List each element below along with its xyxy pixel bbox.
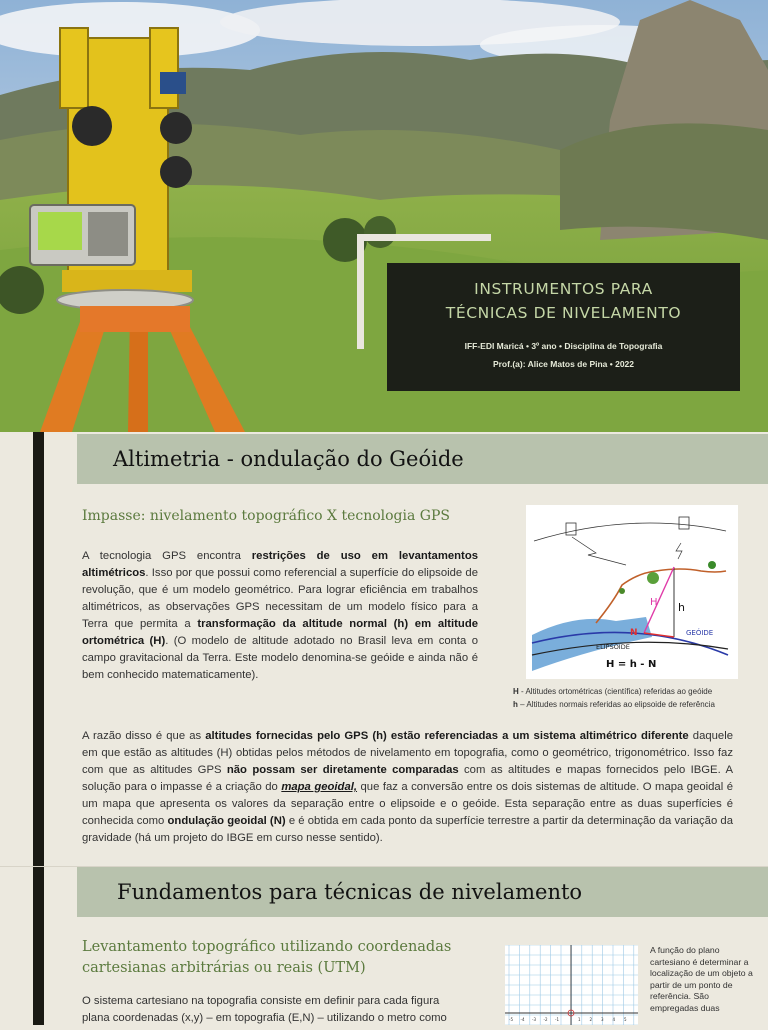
text-line: O sistema cartesiano na topografia consiste em definir para cada figura xyxy=(82,995,440,1007)
grid-tick-label: 1 xyxy=(578,1017,581,1022)
cover-title-line1: INSTRUMENTOS PARA xyxy=(474,280,653,298)
bold-italic-run: mapa geoidal, xyxy=(281,781,358,793)
label-geoide: GEÓIDE xyxy=(686,629,714,637)
text-run: daquele em que estão as altitudes (H) obtidas pelos métodos de nivelamento em topografia, como o geométrico, trigonométrico. Isso faz com que as altitudes GPS xyxy=(82,730,733,776)
label-H: H xyxy=(650,597,658,608)
vertical-rule xyxy=(33,432,44,866)
cover-meta-line1: IFF-EDI Maricá • 3º ano • Disciplina de Topografia xyxy=(464,341,663,351)
label-h: h xyxy=(678,601,685,614)
section-heading: Fundamentos para técnicas de nivelamento xyxy=(117,880,583,904)
subheading xyxy=(82,937,502,979)
section-altimetria xyxy=(0,432,768,866)
bold-run: restrições de uso em levantamentos altimétricos xyxy=(82,550,478,579)
paragraph-gps xyxy=(82,548,478,684)
cover-title-box xyxy=(387,263,740,391)
grid-tick-label: 5 xyxy=(624,1017,627,1022)
grid-tick-label: -2 xyxy=(543,1017,548,1022)
grid-tick-label: 3 xyxy=(601,1017,604,1022)
bold-run: altitudes fornecidas pelo GPS (h) estão referenciadas a um sistema altimétrico diferente xyxy=(205,730,689,742)
subheading: Impasse: nivelamento topográfico X tecnologia GPS xyxy=(82,508,450,524)
cover-title-line2: TÉCNICAS DE NIVELAMENTO xyxy=(445,304,682,322)
bold-run: não possam ser diretamente comparadas xyxy=(226,764,459,776)
subheading-line: cartesianas arbitrárias ou reais (UTM) xyxy=(82,960,366,976)
text-run: que faz a conversão entre os dois sistemas de altitude. O mapa geoidal é um mapa que apresenta os valores da separação entre o elipsoide e o geóide. Esta separação entre as duas superfícies é conhecida como xyxy=(82,781,733,827)
grid-tick-label: 2 xyxy=(589,1017,593,1022)
text-run: A razão disso é que as xyxy=(82,730,206,742)
grid-tick-label: 4 xyxy=(612,1017,616,1022)
cover-meta-line2: Prof.(a): Alice Matos de Pina • 2022 xyxy=(492,359,635,369)
figure-caption xyxy=(513,686,763,711)
side-note: A função do plano cartesiano é determinar a localização de um objeto a partir de um ponto de referência. São empregadas duas xyxy=(650,945,753,1013)
section-header-band xyxy=(77,434,768,484)
satellite-icon xyxy=(566,523,576,535)
caption-key: H xyxy=(513,687,519,696)
bold-run: ondulação geoidal (N) xyxy=(167,815,286,827)
text-run: com as altitudes e mapas fornecidos pelo IBGE. A solução para o impasse é a criação do xyxy=(82,764,734,793)
label-elipsoide: ELIPSÓIDE xyxy=(596,643,630,651)
section-header-band xyxy=(77,867,768,917)
satellite-icon xyxy=(679,517,689,529)
section-fundamentos xyxy=(0,866,768,1025)
label-N: N xyxy=(630,628,638,638)
text-run: A tecnologia GPS encontra xyxy=(82,550,252,562)
subheading-line: Levantamento topográfico utilizando coordenadas xyxy=(82,939,452,955)
geoid-diagram xyxy=(526,505,738,679)
text-line: plana coordenadas (x,y) – em topografia (E,N) – utilizando o metro como xyxy=(82,1012,447,1024)
bold-run: transformação da altitude normal (h) em altitude ortométrica (H) xyxy=(82,618,478,647)
vertical-rule xyxy=(33,867,44,1025)
text-run: e é obtida em cada ponto da superfície terrestre a partir da determinação da variação da gravidade (há um projeto do IBGE em curso nesse sentido). xyxy=(82,815,733,844)
grid-tick-label: -1 xyxy=(555,1017,559,1022)
caption-key: h xyxy=(513,699,518,709)
grid-tick-label: -3 xyxy=(532,1017,536,1022)
grid-tick-label: -4 xyxy=(520,1017,525,1022)
grid-tick-label: -5 xyxy=(509,1017,513,1022)
caption-text: – Altitudes normais referidas ao elipsoide de referência xyxy=(517,699,715,709)
text-run: . (O modelo de altitude adotado no Brasil leva em conta o campo gravitacional da Terra. Este modelo denomina-se geóide e ainda não é bem conhecido matematicamente). xyxy=(82,635,478,681)
paragraph-cartesiano xyxy=(82,993,502,1027)
cartesian-grid-figure xyxy=(505,945,638,1025)
text-run: . Isso por que possui como referencial a superfície do elipsoide de revolução, que é um modelo geométrico. Para lograr eficiência em trabalhos altimétricos, as observações GPS necessitam de um modelo físico para a Terra que permita a xyxy=(82,567,478,630)
formula-label: H = h - N xyxy=(606,659,657,670)
paragraph-mapa-geoidal xyxy=(82,728,733,847)
section-heading: Altimetria - ondulação do Geóide xyxy=(113,447,464,471)
caption-text: - Altitudes ortométricas (científica) referidas ao geóide xyxy=(518,687,713,696)
